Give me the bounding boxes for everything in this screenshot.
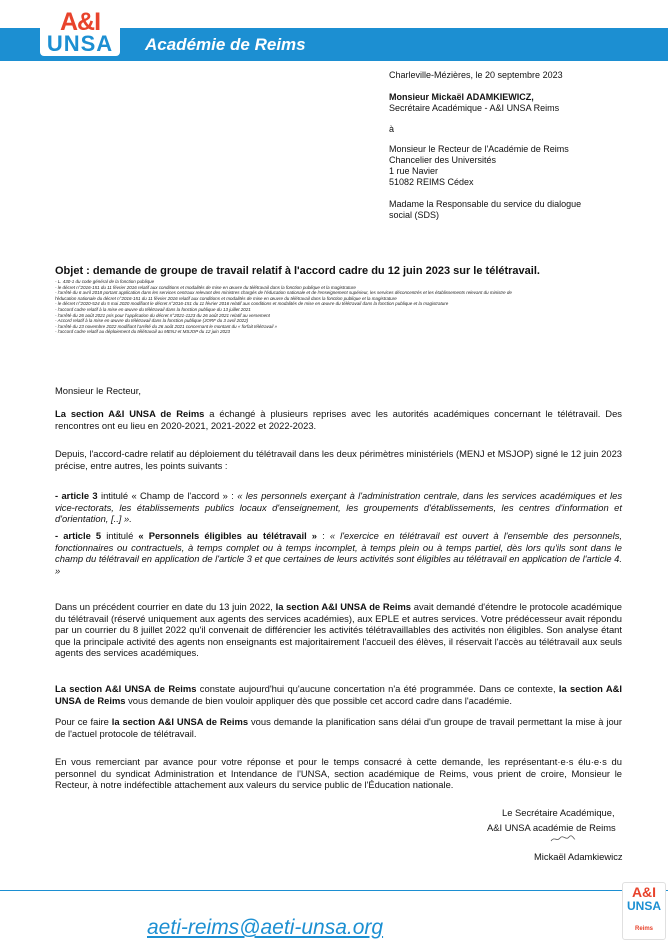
p4-text-a: Dans un précédent courrier en date du 13 juin 2022, [55, 601, 276, 612]
paragraph-5 [55, 683, 622, 706]
art5-intro: intitulé [101, 530, 139, 541]
signature-org: A&I UNSA académie de Reims [487, 822, 616, 833]
reference-line: - l'arrêté du 6 avril 2018 portant application dans les services centraux relevant des ministres chargés de l'éducation nationale et de l'enseignement supérieur, les services déconcentrés et les établissements relevant du ministre de [55, 290, 512, 296]
sender-surname: ADAMKIEWICZ, [466, 92, 534, 102]
article-3 [55, 490, 622, 525]
sender-role: Secrétaire Académique - A&I UNSA Reims [389, 103, 560, 113]
footer-logo-mid: UNSA [626, 899, 661, 913]
to-word: à [389, 124, 395, 134]
p1-text: a échangé à plusieurs reprises avec les autorités académiques concernant le télétravail. Des rencontres ont eu lieu en 2020-2021, 2021-2022 et 2022-2023. [55, 408, 622, 431]
signatory-name: Mickaël Adamkiewicz [534, 851, 623, 862]
reference-line: - le décret n°2020-524 du 5 mai 2020 modifiant le décret n°2016-151 du 11 février 2016 relatif aux conditions et modalités de mise en œuvre du télétravail dans la fonction publique et la magistrature [55, 301, 449, 307]
sender-prefix: Monsieur Mickaël [389, 92, 467, 102]
logo-bottom-text: UNSA [46, 31, 114, 56]
p5-text-b: vous demande de bien vouloir appliquer dès que possible cet accord cadre dans l'académie. [125, 694, 512, 706]
reference-line: - Accord relatif à la mise en œuvre du télétravail dans la fonction publique (JORF du 3 avril 2022) [55, 318, 249, 324]
p4-text-b: avait demandé d'étendre le protocole académique du télétravail (réservé uniquement aux agents des services académies), aux EPLE et autres services. Votre prédécesseur avait répondu par un courrier du 8 juillet 2022 qu'il convenait de différencier les activités télétravaillables des activités non éligibles. Son analyse étant que la principale activité des agents non enseignants est majoritairement l'accueil des élèves, il réservait l'accès au télétravail aux seuls agents des services académiques. [55, 601, 623, 658]
salutation: Monsieur le Recteur, [55, 385, 141, 396]
contact-email-link[interactable]: aeti-reims@aeti-unsa.org [147, 916, 384, 939]
ai-unsa-logo [40, 8, 120, 56]
recipient-line-3: 1 rue Navier [389, 166, 439, 176]
art3-label: - article 3 [55, 490, 98, 501]
recipient-line-1: Monsieur le Recteur de l'Académie de Reims [389, 144, 569, 154]
art3-intro: intitulé « Champ de l'accord » : [97, 490, 238, 501]
p6-text-b: vous demande la planification sans délai d'un groupe de travail permettant la mise à jour de l'actuel protocole de télétravail. [55, 716, 622, 739]
cc-line-2: social (SDS) [389, 210, 440, 220]
paragraph-7: En vous remerciant par avance pour votre réponse et pour le temps consacré à cette demande, les représentant·e·s élu·e·s du personnel du syndicat Administration et Intendance de l'UNSA, section académique de Reims, vous prient de croire, Monsieur le Recteur, à notre indéfectible attachement aux valeurs du service public de l'Éducation nationale. [55, 756, 622, 790]
reference-line: - l'arrêté du 23 novembre 2022 modifiant l'arrêté du 26 août 2021 concernant le montant du « forfait télétravail » [55, 323, 278, 329]
paragraph-2: Depuis, l'accord-cadre relatif au déploiement du télétravail dans les deux périmètres ministériels (MENJ et MSJOP) signé le 12 juin 2023 précise, entre autres, les points suivants : [55, 448, 622, 471]
art5-label: - article 5 [55, 530, 102, 541]
reference-line: - L. 430-1 du code général de la fonction publique [55, 279, 155, 284]
reference-line: l'éducation nationale du décret n°2016-151 du 11 février 2016 relatif aux conditions et modalités de mise en œuvre du télétravail dans la fonction publique et la magistrature [55, 295, 397, 301]
handwritten-signature [550, 835, 576, 843]
reference-line: - l'arrêté du 26 août 2021 pris pour l'application du décret n°2021-1123 du 26 août 2021 relatif au versement [55, 312, 270, 318]
sender-name [389, 92, 534, 103]
logo-top-text: A&I [59, 8, 101, 36]
reference-line: - le décret n°2016-151 du 11 février 2016 relatif aux conditions et modalités de mise en œuvre du télétravail dans la fonction publique et la magistrature [55, 284, 356, 290]
paragraph-1 [55, 408, 622, 431]
footer-divider [0, 890, 668, 891]
art3-quote: « les personnels exerçant à l'administration centrale, dans les services académiques et les vice-rectorats, les établissements publics locaux d'enseignement, les groupements d'établissements, les centres d'information et d'orientation, [..] ». [55, 490, 623, 524]
header-title: Académie de Reims [145, 35, 306, 54]
p1-bold: La section A&I UNSA de Reims [55, 408, 205, 419]
art5-title: « Personnels éligibles au télétravail » [138, 530, 318, 541]
p5-bold-2: la section A&I UNSA de Reims [55, 683, 622, 706]
p5-bold-1: La section A&I UNSA de Reims [55, 683, 197, 694]
signature-title: Le Secrétaire Académique, [502, 807, 615, 818]
reference-line: - l'accord cadre relatif au déploiement du télétravail au MENJ et MSJOP du 12 juin 2023 [55, 329, 231, 335]
footer-logo-bottom: Reims [634, 926, 653, 932]
paragraph-4 [55, 601, 622, 659]
recipient-line-4: 51082 REIMS Cédex [389, 177, 474, 187]
p6-bold: la section A&I UNSA de Reims [111, 716, 249, 727]
p4-bold: la section A&I UNSA de Reims [275, 601, 412, 612]
paragraph-6 [55, 716, 622, 739]
footer-logo-top: A&I [631, 884, 657, 900]
art5-quote: « l'exercice en télétravail est ouvert à l'ensemble des personnels, fonctionnaires ou contractuels, à temps complet ou à temps incomplet, à temps plein ou à temps partiel, dès lors qu'ils sont dans le champ du télétravail en application de l'article 3 et que certaines de leurs activités sont éligibles au télétravail en application de l'article 4. » [55, 530, 622, 576]
letter-subject: Objet : demande de groupe de travail relatif à l'accord cadre du 12 juin 2023 sur le télétravail. [55, 265, 540, 277]
art5-colon: : [317, 530, 330, 541]
article-5 [55, 530, 622, 576]
reference-line: - l'accord cadre relatif à la mise en œuvre du télétravail dans la fonction publique du 13 juillet 2021 [55, 306, 251, 312]
p5-text-a: constate aujourd'hui qu'aucune concertation n'a été programmée. Dans ce contexte, [196, 683, 559, 694]
legal-references [55, 279, 625, 335]
recipient-line-2: Chancelier des Universités [389, 155, 497, 165]
p6-text-a: Pour ce faire [55, 716, 112, 727]
footer-ai-unsa-logo [622, 882, 666, 940]
place-date: Charleville-Mézières, le 20 septembre 2023 [389, 70, 563, 80]
cc-line-1: Madame la Responsable du service du dialogue [389, 199, 582, 209]
